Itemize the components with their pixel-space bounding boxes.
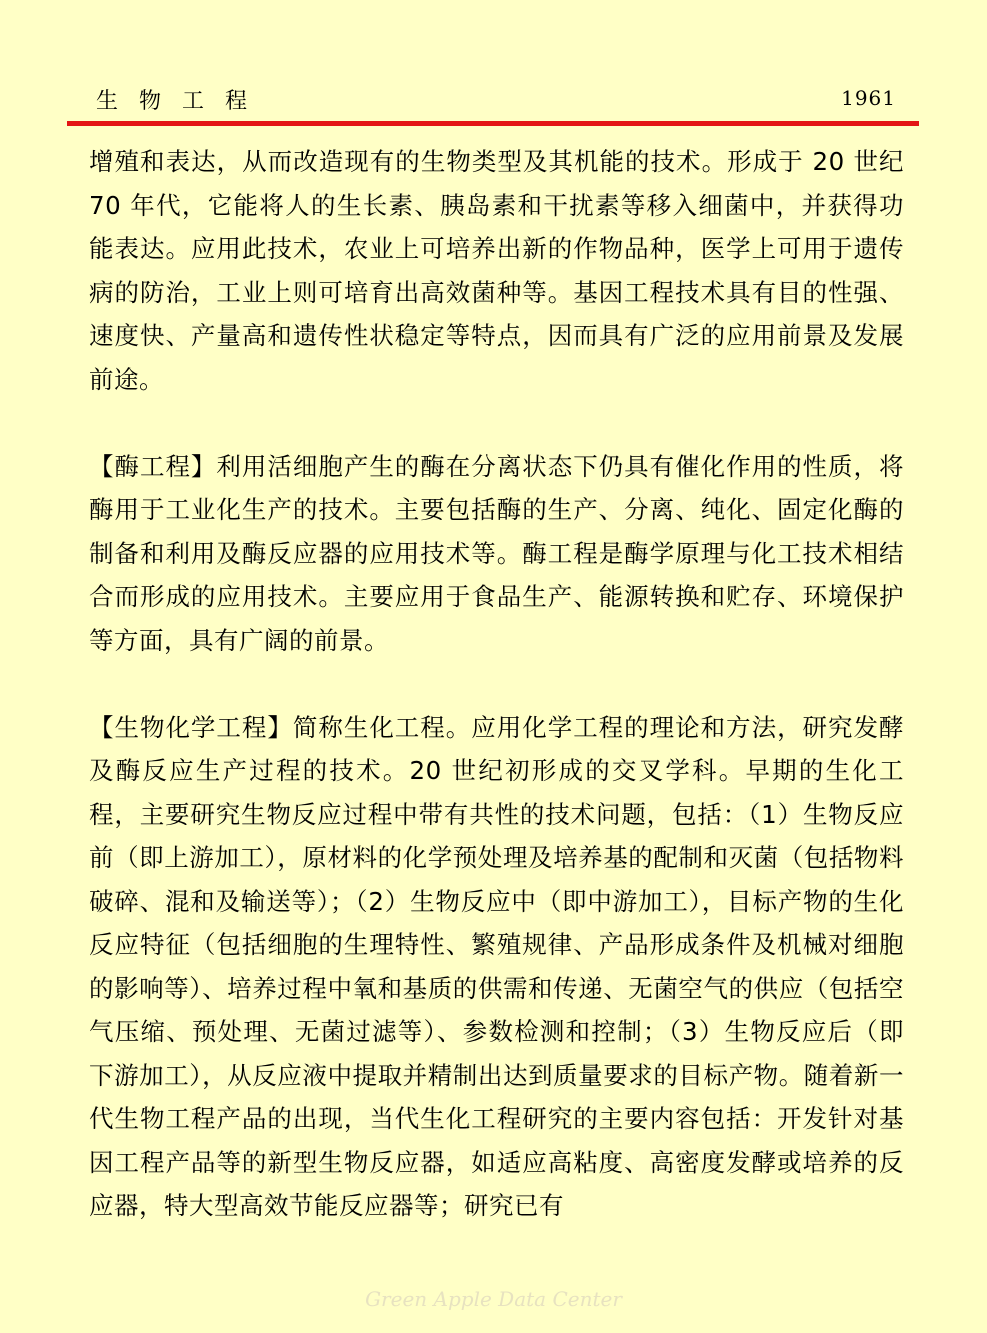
entry-text: 简称生化工程。应用化学工程的理论和方法，研究发酵及酶反应生产过程的技术。20 世纪初形成的交叉学科。早期的生化工程，主要研究生物反应过程中带有共性的技术问题，包括：（1）生物反应前（即上游加工），原材料的化学预处理及培养基的配制和灭菌（包括物料破碎、混和及输送等）；（2）生物反应中（即中游加工），目标产物的生化反应特征（包括细胞的生理特性、繁殖规律、产品形成条件及机械对细胞的影响等）、培养过程中氧和基质的供需和传递、无菌空气的供应（包括空气压缩、预处理、无菌过滤等）、参数检测和控制；（3）生物反应后（即下游加工），从反应液中提取并精制出达到质量要求的目标产物。随着新一代生物工程产品的出现，当代生化工程研究的主要内容包括：开发针对基因工程产品等的新型生物反应器，如适应高粘度、高密度发酵或培养的反应器，特大型高效节能反应器等；研究已有 (89, 712, 905, 1220)
header-rule (67, 121, 919, 126)
entry-text: 增殖和表达，从而改造现有的生物类型及其机能的技术。形成于 20 世纪 70 年代，它能将人的生长素、胰岛素和干扰素等移入细菌中，并获得功能表达。应用此技术，农业上可培养出新的作物品种，医学上可用于遗传病的防治，工业上则可培育出高效菌种等。基因工程技术具有目的性强、速度快、产量高和遗传性状稳定等特点，因而具有广泛的应用前景及发展前途。 (89, 147, 904, 394)
paragraph-enzyme-engineering (89, 445, 904, 663)
watermark: Green Apple Data Center (365, 1287, 622, 1311)
running-header (96, 84, 896, 120)
paragraph-biochemical-engineering (89, 706, 904, 1228)
section-title: 生物工程 (96, 89, 269, 114)
paragraph-gene-engineering-continued (89, 140, 904, 401)
entry-term: 【酶工程】 (89, 451, 217, 481)
entry-text: 利用活细胞产生的酶在分离状态下仍具有催化作用的性质，将酶用于工业化生产的技术。主要包括酶的生产、分离、纯化、固定化酶的制备和利用及酶反应器的应用技术等。酶工程是酶学原理与化工技术相结合而形成的应用技术。主要应用于食品生产、能源转换和贮存、环境保护等方面，具有广阔的前景。 (89, 451, 904, 655)
page-number: 1961 (841, 86, 896, 110)
article-body (89, 140, 904, 1228)
entry-term: 【生物化学工程】 (89, 712, 293, 742)
